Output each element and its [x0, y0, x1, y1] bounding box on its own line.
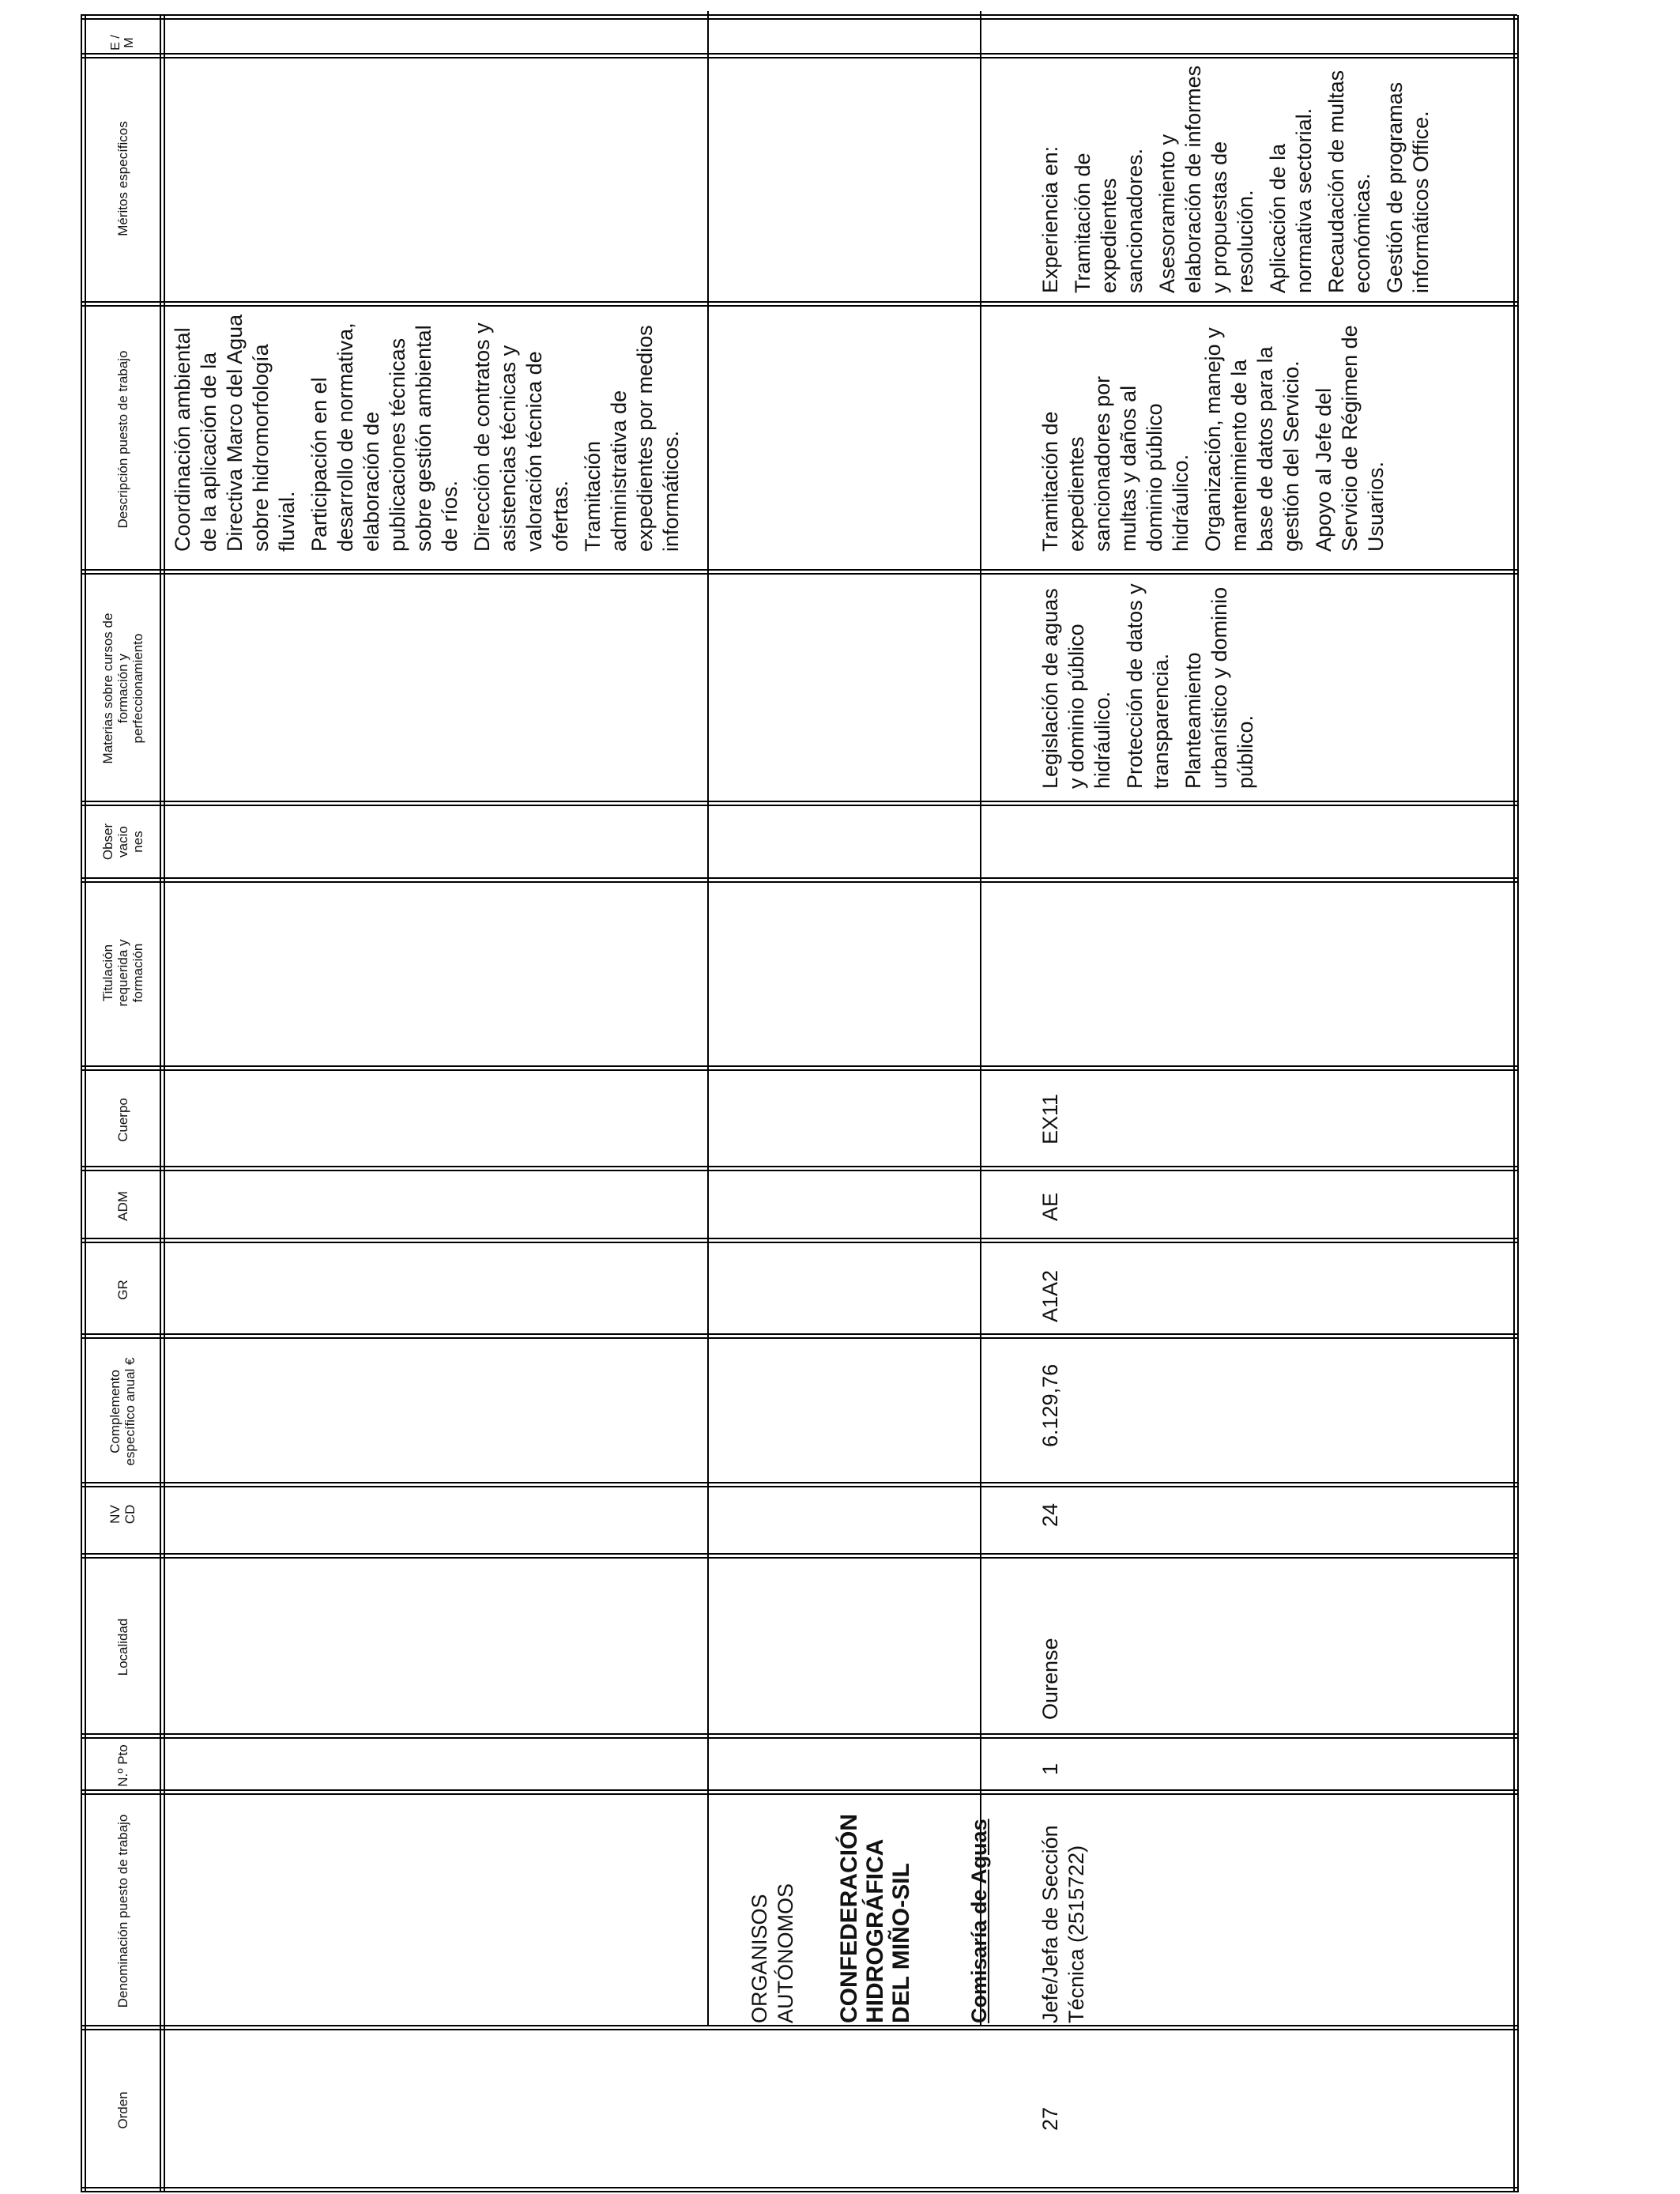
cell-gr: A1A2	[1038, 1269, 1062, 1322]
cell-descripcion	[1038, 311, 1396, 552]
materia-item: Protección de datos y transparencia.	[1123, 583, 1173, 789]
header-separator	[160, 15, 165, 2192]
header-titulacion: Titulación requerida y formación	[100, 939, 145, 1007]
cell-denominacion: Jefe/Jefa de Sección Técnica (2515722)	[1038, 1825, 1088, 2023]
unit-title-text: CONFEDERACIÓN HIDROGRÁFICA DEL MIÑO-SIL	[836, 1813, 914, 2023]
cell-adm: AE	[1038, 1192, 1062, 1221]
col-sep-9	[81, 1065, 1517, 1071]
description-item: Dirección de contratos y asistencias técnicas y valoración técnica de ofertas.	[470, 322, 572, 552]
col-sep-11	[81, 801, 1517, 806]
col-sep-7	[81, 1238, 1517, 1243]
col-sep-6	[81, 1333, 1517, 1339]
merito-item: Aplicación de la normativa sectorial.	[1266, 107, 1316, 293]
col-sep-13	[81, 301, 1517, 307]
header-localidad: Localidad	[115, 1618, 130, 1676]
row-line	[980, 11, 981, 2026]
subunit-title	[966, 1802, 993, 2023]
cell-complemento: 6.129,76	[1038, 1363, 1062, 1447]
merito-item: Tramitación de expedientes sancionadores.	[1071, 148, 1147, 293]
description-item: Participación en el desarrollo de normativa, elaboración de publicaciones técnicas sobre gestión ambiental de ríos.	[307, 322, 461, 552]
materia-item: Planteamiento urbanístico y dominio público.	[1181, 586, 1257, 789]
cell-materias	[1038, 575, 1265, 789]
merito-item: Experiencia en:	[1038, 145, 1062, 293]
description-item: Tramitación de expedientes sancionadores por multas y daños al dominio público hidráulico.	[1038, 375, 1192, 552]
header-meritos: Méritos específicos	[115, 121, 130, 236]
row-line	[707, 11, 709, 2026]
materia-item: Legislación de aguas y dominio público hidráulico.	[1038, 588, 1114, 789]
header-observaciones: Obser vacio nes	[100, 823, 145, 861]
merito-item: Gestión de programas informáticos Office.	[1383, 81, 1433, 293]
header-descripcion: Descripción puesto de trabajo	[115, 350, 130, 529]
header-materias: Materias sobre cursos de formación y perfeccionamiento	[100, 613, 145, 764]
description-item: Organización, manejo y mantenimiento de la base de datos para la gestión del Servicio.	[1201, 327, 1303, 552]
group-label-text: ORGANISOS AUTÓNOMOS	[748, 1883, 797, 2023]
col-sep-orden	[81, 2187, 1517, 2192]
description-item: Tramitación administrativa de expedientes por medios informáticos.	[581, 325, 683, 552]
header-cuerpo: Cuerpo	[115, 1098, 130, 1142]
header-nv-cd: NV CD	[107, 1504, 137, 1525]
merito-item: Asesoramiento y elaboración de informes y propuestas de resolución.	[1155, 65, 1257, 293]
cell-orden: 27	[1038, 2106, 1062, 2131]
description-item: Coordinación ambiental de la aplicación de la Directiva Marco del Agua sobre hidromorfología fluvial.	[171, 314, 299, 552]
table-border-right	[1513, 15, 1519, 2192]
cell-localidad: Ourense	[1038, 1638, 1062, 1720]
cell-num-pto: 1	[1038, 1762, 1062, 1775]
col-sep-8	[81, 1166, 1517, 1171]
header-adm: ADM	[115, 1191, 130, 1221]
subunit-title-text: Comisaría de Aguas	[967, 1819, 991, 2023]
col-sep-5	[81, 1482, 1517, 1487]
group-label	[747, 1810, 799, 2023]
col-sep-2	[81, 1789, 1517, 1795]
cell-cuerpo: EX11	[1038, 1093, 1062, 1144]
col-sep-3	[81, 1733, 1517, 1739]
header-num-pto: N.º Pto	[115, 1744, 130, 1787]
merito-item: Recaudación de multas económicas.	[1324, 70, 1374, 293]
header-gr: GR	[115, 1280, 130, 1300]
cell-nv-cd: 24	[1038, 1502, 1062, 1527]
cell-meritos	[1038, 56, 1441, 293]
first-row-description	[170, 311, 691, 552]
header-orden: Orden	[115, 2091, 130, 2129]
col-sep-4	[81, 1553, 1517, 1559]
header-complemento: Complemento específico anual €	[107, 1357, 137, 1466]
col-sep-1	[81, 2025, 1517, 2030]
col-sep-12	[81, 569, 1517, 575]
header-denominacion: Denominación puesto de trabajo	[115, 1814, 130, 2008]
description-item: Apoyo al Jefe del Servicio de Régimen de Usuarios.	[1312, 325, 1388, 552]
header-em: E / M	[109, 35, 136, 51]
unit-title	[836, 1810, 914, 2023]
col-sep-end	[81, 14, 1517, 20]
col-sep-10	[81, 877, 1517, 883]
